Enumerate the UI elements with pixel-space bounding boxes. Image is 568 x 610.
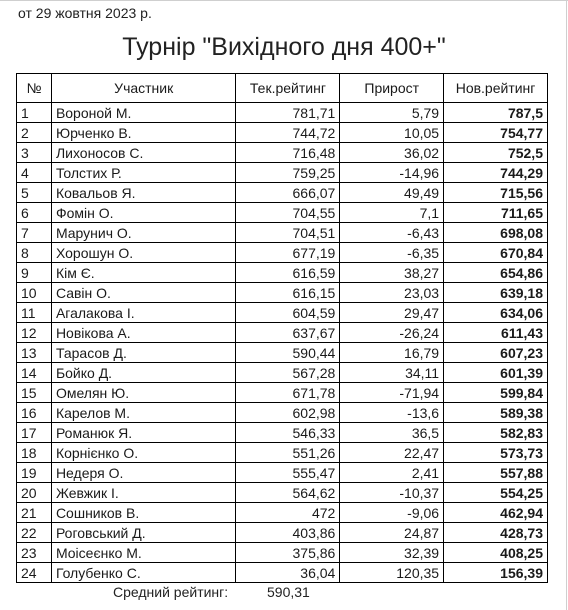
cell-participant: Кім Є. (51, 263, 236, 283)
table-row (17, 403, 548, 423)
cell-new-rating: 754,77 (444, 123, 548, 143)
cell-participant: Лихоносов С. (51, 143, 236, 163)
table-row (17, 483, 548, 503)
table-row (17, 243, 548, 263)
cell-current-rating: 36,04 (236, 563, 340, 583)
table-row (17, 223, 548, 243)
header-participant: Участник (51, 74, 236, 103)
cell-number: 2 (17, 123, 52, 143)
cell-current-rating: 637,67 (236, 323, 340, 343)
cell-gain: 36,5 (340, 423, 444, 443)
header-gain: Прирост (340, 74, 444, 103)
table-row (17, 123, 548, 143)
cell-participant: Толстих Р. (51, 163, 236, 183)
cell-new-rating: 711,65 (444, 203, 548, 223)
cell-new-rating: 744,29 (444, 163, 548, 183)
cell-number: 1 (17, 103, 52, 123)
cell-gain: -10,37 (340, 483, 444, 503)
cell-number: 19 (17, 463, 52, 483)
cell-participant: Сошников В. (51, 503, 236, 523)
cell-new-rating: 156,39 (444, 563, 548, 583)
cell-gain: -6,43 (340, 223, 444, 243)
table-row (17, 343, 548, 363)
cell-current-rating: 546,33 (236, 423, 340, 443)
cell-number: 5 (17, 183, 52, 203)
cell-current-rating: 602,98 (236, 403, 340, 423)
cell-number: 9 (17, 263, 52, 283)
cell-current-rating: 677,19 (236, 243, 340, 263)
cell-participant: Новікова А. (51, 323, 236, 343)
average-rating-label: Средний рейтинг: (113, 584, 229, 600)
table-row (17, 183, 548, 203)
cell-number: 18 (17, 443, 52, 463)
cell-number: 14 (17, 363, 52, 383)
cell-gain: 7,1 (340, 203, 444, 223)
cell-gain: 34,11 (340, 363, 444, 383)
cell-number: 21 (17, 503, 52, 523)
table-row (17, 423, 548, 443)
cell-gain: 38,27 (340, 263, 444, 283)
cell-number: 20 (17, 483, 52, 503)
cell-number: 23 (17, 543, 52, 563)
cell-participant: Недеря О. (51, 463, 236, 483)
cell-participant: Роговський Д. (51, 523, 236, 543)
cell-participant: Жевжик І. (51, 483, 236, 503)
cell-gain: 5,79 (340, 103, 444, 123)
cell-participant: Юрченко В. (51, 123, 236, 143)
cell-participant: Агалакова І. (51, 303, 236, 323)
cell-participant: Марунич О. (51, 223, 236, 243)
cell-current-rating: 555,47 (236, 463, 340, 483)
cell-number: 12 (17, 323, 52, 343)
page-top-border (0, 0, 568, 1)
cell-gain: 36,02 (340, 143, 444, 163)
cell-number: 7 (17, 223, 52, 243)
cell-participant: Карелов М. (51, 403, 236, 423)
cell-current-rating: 616,15 (236, 283, 340, 303)
cell-number: 22 (17, 523, 52, 543)
cell-gain: -9,06 (340, 503, 444, 523)
cell-new-rating: 582,83 (444, 423, 548, 443)
cell-current-rating: 704,51 (236, 223, 340, 243)
cell-number: 8 (17, 243, 52, 263)
table-header-row (17, 74, 548, 103)
cell-new-rating: 787,5 (444, 103, 548, 123)
cell-participant: Вороной М. (51, 103, 236, 123)
cell-number: 10 (17, 283, 52, 303)
cell-gain: 29,47 (340, 303, 444, 323)
cell-current-rating: 403,86 (236, 523, 340, 543)
cell-new-rating: 715,56 (444, 183, 548, 203)
cell-new-rating: 554,25 (444, 483, 548, 503)
cell-gain: -14,96 (340, 163, 444, 183)
ratings-table (16, 73, 548, 583)
table-row (17, 103, 548, 123)
table-row (17, 323, 548, 343)
cell-gain: 32,39 (340, 543, 444, 563)
average-rating-value: 590,31 (267, 584, 310, 600)
cell-gain: -13,6 (340, 403, 444, 423)
cell-current-rating: 666,07 (236, 183, 340, 203)
cell-number: 24 (17, 563, 52, 583)
cell-current-rating: 671,78 (236, 383, 340, 403)
cell-new-rating: 698,08 (444, 223, 548, 243)
cell-gain: 120,35 (340, 563, 444, 583)
table-row (17, 463, 548, 483)
table-row (17, 303, 548, 323)
cell-gain: 16,79 (340, 343, 444, 363)
cell-current-rating: 567,28 (236, 363, 340, 383)
table-row (17, 443, 548, 463)
cell-participant: Корнієнко О. (51, 443, 236, 463)
cell-current-rating: 564,62 (236, 483, 340, 503)
cell-participant: Моісеєнко М. (51, 543, 236, 563)
cell-current-rating: 716,48 (236, 143, 340, 163)
cell-number: 4 (17, 163, 52, 183)
cell-number: 15 (17, 383, 52, 403)
cell-number: 3 (17, 143, 52, 163)
table-row (17, 143, 548, 163)
cell-participant: Тарасов Д. (51, 343, 236, 363)
cell-current-rating: 604,59 (236, 303, 340, 323)
cell-new-rating: 599,84 (444, 383, 548, 403)
cell-current-rating: 616,59 (236, 263, 340, 283)
page-right-border (566, 0, 567, 610)
cell-new-rating: 589,38 (444, 403, 548, 423)
cell-gain: 49,49 (340, 183, 444, 203)
cell-current-rating: 704,55 (236, 203, 340, 223)
cell-current-rating: 375,86 (236, 543, 340, 563)
cell-gain: 10,05 (340, 123, 444, 143)
page-title: Турнір "Вихідного дня 400+" (122, 33, 446, 61)
cell-number: 11 (17, 303, 52, 323)
cell-current-rating: 590,44 (236, 343, 340, 363)
cell-gain: -26,24 (340, 323, 444, 343)
cell-current-rating: 551,26 (236, 443, 340, 463)
cell-participant: Омелян Ю. (51, 383, 236, 403)
cell-gain: 24,87 (340, 523, 444, 543)
cell-gain: -6,35 (340, 243, 444, 263)
table-row (17, 203, 548, 223)
cell-new-rating: 408,25 (444, 543, 548, 563)
cell-new-rating: 557,88 (444, 463, 548, 483)
cell-new-rating: 639,18 (444, 283, 548, 303)
table-row (17, 563, 548, 583)
document-date: от 29 жовтня 2023 р. (18, 5, 152, 21)
cell-new-rating: 573,73 (444, 443, 548, 463)
cell-number: 17 (17, 423, 52, 443)
cell-participant: Ковальов Я. (51, 183, 236, 203)
table-row (17, 523, 548, 543)
table-row (17, 543, 548, 563)
cell-current-rating: 744,72 (236, 123, 340, 143)
cell-current-rating: 472 (236, 503, 340, 523)
cell-gain: 23,03 (340, 283, 444, 303)
cell-new-rating: 607,23 (444, 343, 548, 363)
header-number: № (17, 74, 52, 103)
cell-participant: Фомін О. (51, 203, 236, 223)
cell-new-rating: 601,39 (444, 363, 548, 383)
cell-participant: Голубенко С. (51, 563, 236, 583)
table-row (17, 503, 548, 523)
cell-gain: -71,94 (340, 383, 444, 403)
table-body (17, 103, 548, 583)
table-row (17, 383, 548, 403)
header-new-rating: Нов.рейтинг (444, 74, 548, 103)
cell-new-rating: 634,06 (444, 303, 548, 323)
cell-number: 13 (17, 343, 52, 363)
cell-new-rating: 670,84 (444, 243, 548, 263)
cell-current-rating: 781,71 (236, 103, 340, 123)
cell-new-rating: 462,94 (444, 503, 548, 523)
cell-participant: Романюк Я. (51, 423, 236, 443)
cell-participant: Бойко Д. (51, 363, 236, 383)
cell-new-rating: 428,73 (444, 523, 548, 543)
cell-new-rating: 654,86 (444, 263, 548, 283)
cell-gain: 2,41 (340, 463, 444, 483)
table-row (17, 263, 548, 283)
table-row (17, 163, 548, 183)
table-row (17, 283, 548, 303)
cell-current-rating: 759,25 (236, 163, 340, 183)
cell-number: 6 (17, 203, 52, 223)
cell-new-rating: 752,5 (444, 143, 548, 163)
cell-participant: Хорошун О. (51, 243, 236, 263)
header-current-rating: Тек.рейтинг (236, 74, 340, 103)
cell-participant: Савін О. (51, 283, 236, 303)
table-row (17, 363, 548, 383)
cell-gain: 22,47 (340, 443, 444, 463)
cell-number: 16 (17, 403, 52, 423)
cell-new-rating: 611,43 (444, 323, 548, 343)
